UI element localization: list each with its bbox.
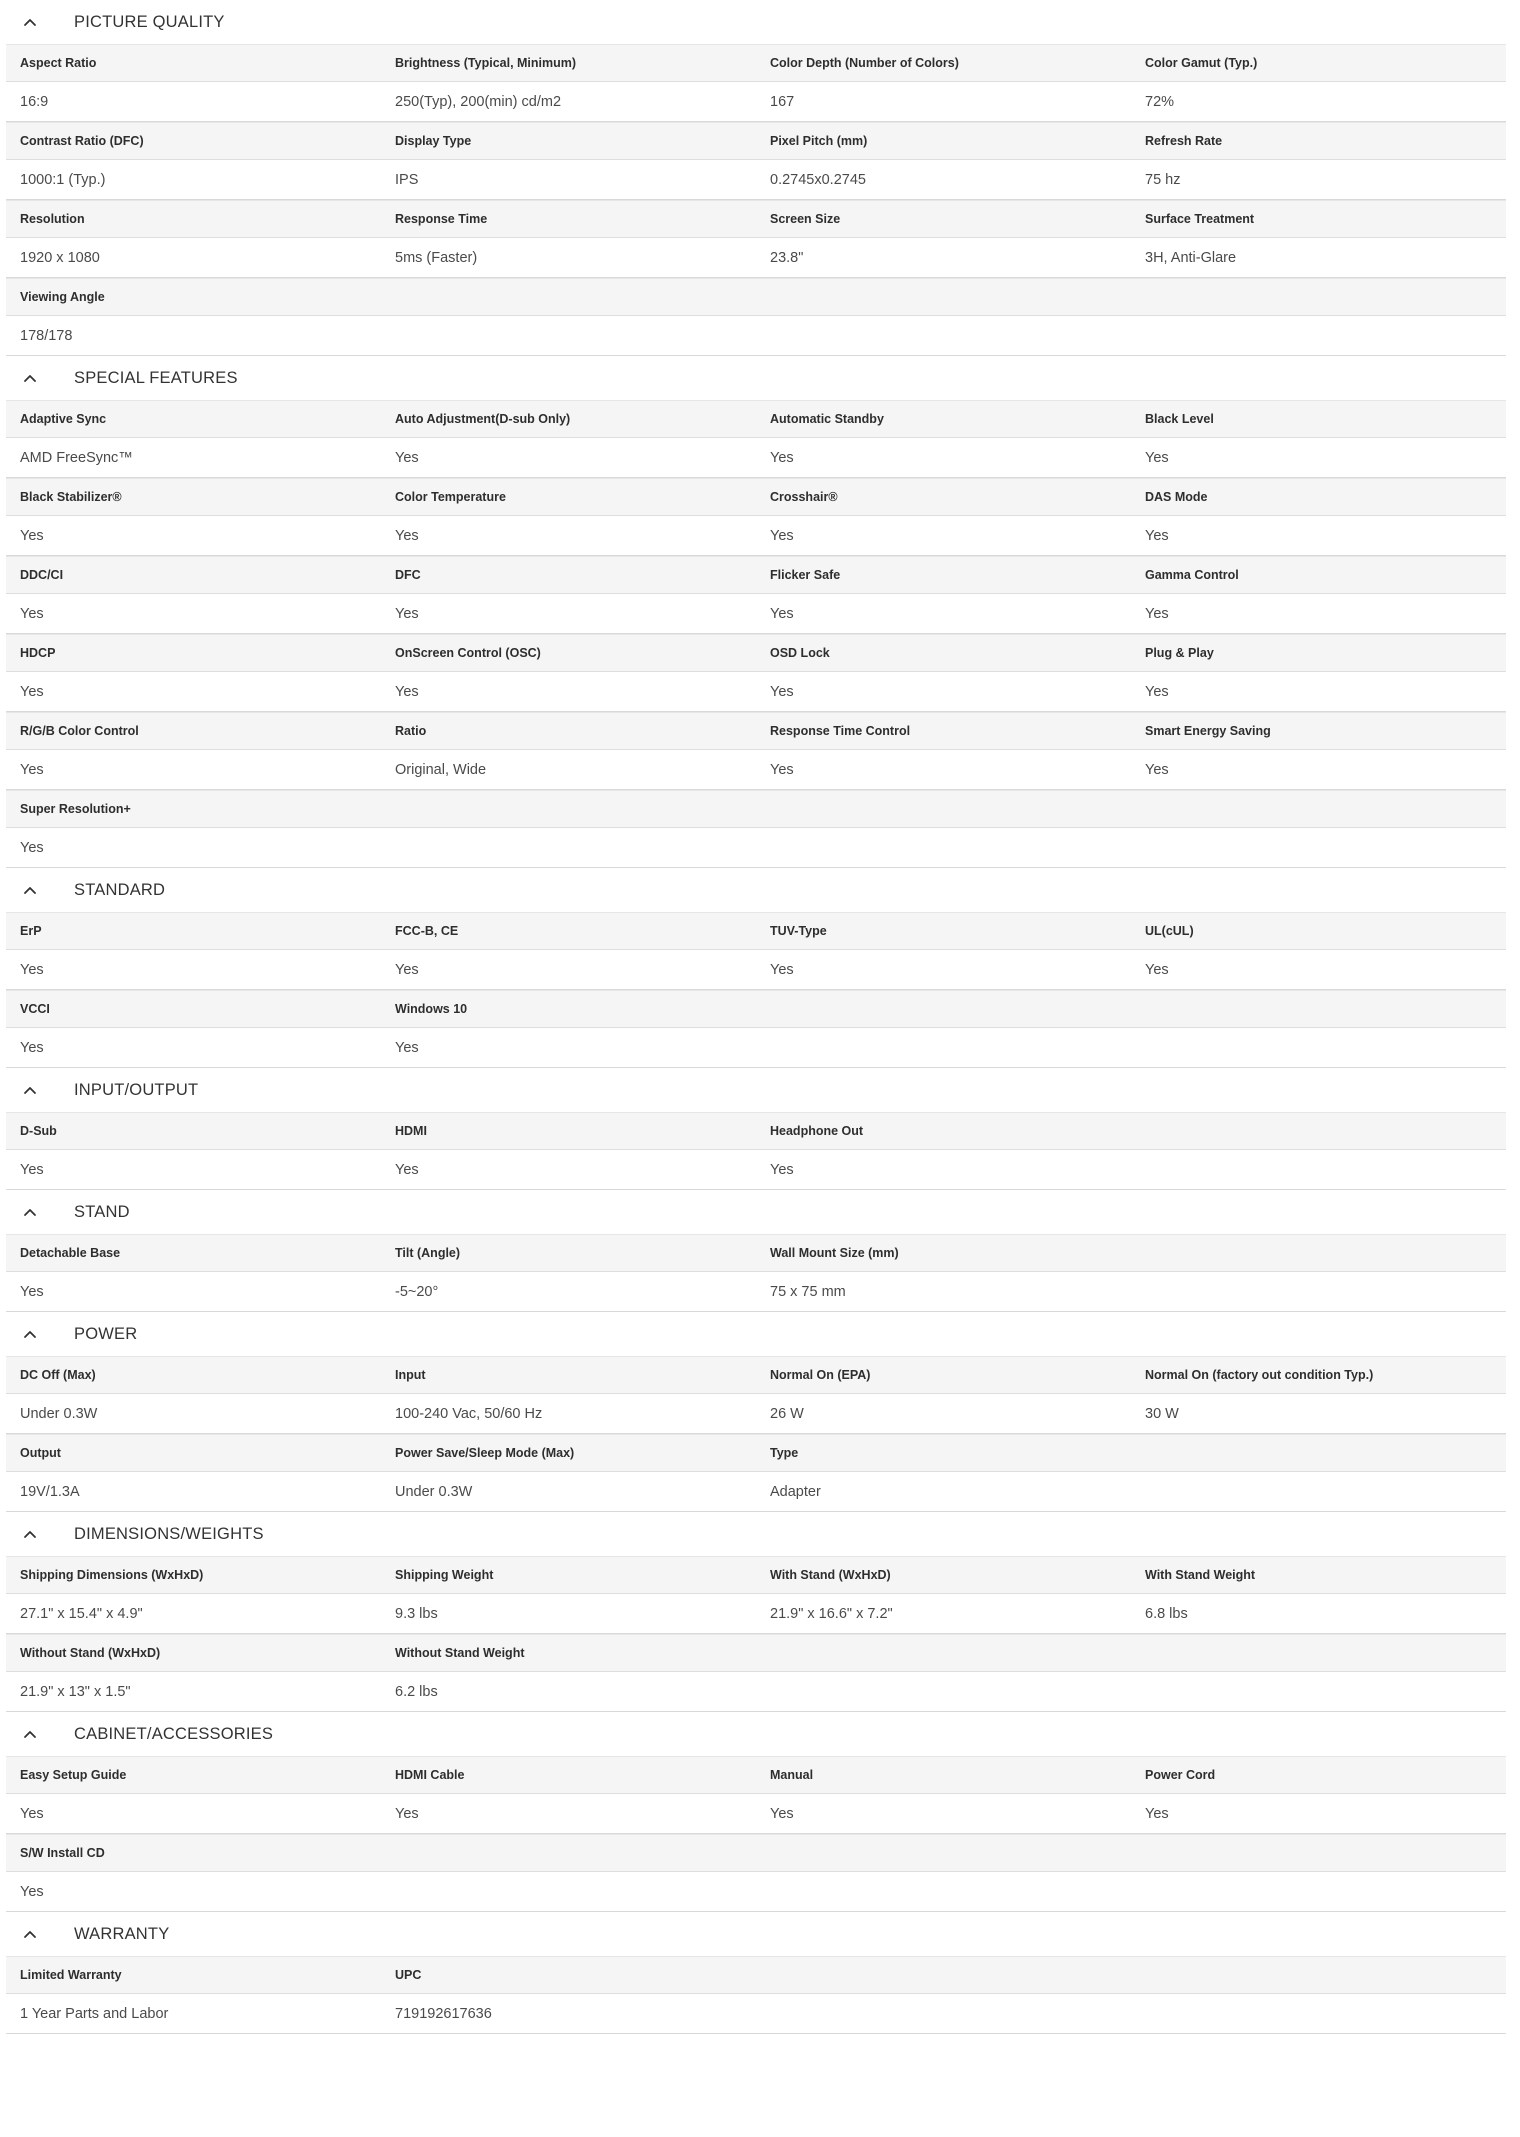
spec-value: Under 0.3W [20,1405,98,1422]
spec-label-row [6,1356,1506,1394]
spec-label-row [6,200,1506,238]
spec-label: Super Resolution+ [20,802,131,816]
spec-label: OnScreen Control (OSC) [395,646,541,660]
spec-label: Input [395,1368,426,1382]
spec-value: 75 x 75 mm [770,1283,846,1300]
spec-label: Detachable Base [20,1246,121,1260]
spec-label: Color Temperature [395,490,506,504]
spec-value: Yes [770,683,794,700]
spec-value: Yes [1145,449,1169,466]
spec-label: HDCP [20,646,56,660]
spec-value: Yes [1145,1805,1169,1822]
spec-label-row [6,278,1506,316]
spec-label-row [6,122,1506,160]
spec-value: 3H, Anti-Glare [1145,249,1237,266]
spec-value: 72% [1145,93,1175,110]
spec-label: Adaptive Sync [20,412,107,426]
spec-value: Yes [20,1161,44,1178]
section-header-input-output[interactable] [6,1068,1506,1112]
spec-value-row [6,516,1506,556]
spec-label: With Stand Weight [1145,1568,1256,1582]
spec-label-row [6,44,1506,82]
spec-label: Flicker Safe [770,568,841,582]
spec-section-power [6,1312,1506,1512]
spec-label-row [6,1434,1506,1472]
spec-value: 0.2745x0.2745 [770,171,866,188]
spec-label: Output [20,1446,61,1460]
spec-label-row [6,400,1506,438]
spec-label: UL(cUL) [1145,924,1194,938]
spec-value: 75 hz [1145,171,1181,188]
spec-label-row [6,912,1506,950]
spec-label: Viewing Angle [20,290,105,304]
section-header-special-features[interactable] [6,356,1506,400]
spec-value: 5ms (Faster) [395,249,478,266]
spec-value: Yes [1145,761,1169,778]
spec-value: Yes [395,683,419,700]
spec-label: R/G/B Color Control [20,724,139,738]
spec-label-row [6,1634,1506,1672]
spec-label: DDC/CI [20,568,64,582]
section-header-power[interactable] [6,1312,1506,1356]
spec-value: Adapter [770,1483,821,1500]
spec-value-row [6,1872,1506,1912]
spec-value: 23.8" [770,249,804,266]
spec-section-standard [6,868,1506,1068]
chevron-up-icon[interactable] [22,14,38,30]
spec-label: Gamma Control [1145,568,1239,582]
spec-section-stand [6,1190,1506,1312]
spec-label-row [6,1834,1506,1872]
section-title: POWER [74,1324,138,1343]
spec-value: Yes [770,1161,794,1178]
spec-value-row [6,1472,1506,1512]
spec-value: Yes [395,1805,419,1822]
spec-value: Yes [20,761,44,778]
section-header-stand[interactable] [6,1190,1506,1234]
spec-value: Yes [1145,961,1169,978]
spec-value-row [6,160,1506,200]
spec-label-row [6,712,1506,750]
spec-label: VCCI [20,1002,50,1016]
spec-value: 21.9" x 16.6" x 7.2" [770,1605,893,1622]
spec-label-row [6,790,1506,828]
spec-value: Yes [770,527,794,544]
spec-value: Under 0.3W [395,1483,473,1500]
chevron-up-icon[interactable] [22,1204,38,1220]
spec-value: Yes [20,961,44,978]
spec-label: Smart Energy Saving [1145,724,1271,738]
spec-label: Easy Setup Guide [20,1768,127,1782]
spec-label: Black Stabilizer® [20,490,122,504]
spec-section-special-features [6,356,1506,868]
spec-value: Yes [395,605,419,622]
spec-value-row [6,316,1506,356]
spec-value: 19V/1.3A [20,1483,80,1500]
spec-value: Yes [395,449,419,466]
spec-label: Response Time [395,212,488,226]
chevron-up-icon[interactable] [22,1326,38,1342]
chevron-up-icon[interactable] [22,1526,38,1542]
spec-label: Aspect Ratio [20,56,97,70]
spec-label: Tilt (Angle) [395,1246,461,1260]
spec-value: Yes [395,961,419,978]
spec-label: Power Save/Sleep Mode (Max) [395,1446,575,1460]
spec-label: Screen Size [770,212,841,226]
spec-value-row [6,950,1506,990]
spec-value-row [6,672,1506,712]
section-title: DIMENSIONS/WEIGHTS [74,1524,264,1543]
spec-label: DAS Mode [1145,490,1208,504]
spec-label: Refresh Rate [1145,134,1223,148]
spec-label-row [6,1956,1506,1994]
spec-label: UPC [395,1968,422,1982]
section-title: INPUT/OUTPUT [74,1080,199,1099]
section-header-standard[interactable] [6,868,1506,912]
spec-value-row [6,1794,1506,1834]
spec-label: HDMI Cable [395,1768,465,1782]
spec-label-row [6,1756,1506,1794]
spec-label: Windows 10 [395,1002,468,1016]
spec-label: Auto Adjustment(D-sub Only) [395,412,571,426]
spec-value-row [6,750,1506,790]
spec-value-row [6,1150,1506,1190]
spec-label: HDMI [395,1124,427,1138]
spec-label: Wall Mount Size (mm) [770,1246,899,1260]
spec-label: Automatic Standby [770,412,884,426]
spec-label: Type [770,1446,799,1460]
spec-label: Headphone Out [770,1124,864,1138]
spec-value: 1920 x 1080 [20,249,100,266]
spec-value-row [6,1994,1506,2034]
spec-label: Normal On (EPA) [770,1368,871,1382]
spec-label: Black Level [1145,412,1214,426]
spec-value-row [6,1272,1506,1312]
spec-label: Pixel Pitch (mm) [770,134,868,148]
spec-value-row [6,1394,1506,1434]
spec-value: 6.8 lbs [1145,1605,1188,1622]
spec-label-row [6,1556,1506,1594]
spec-value: 719192617636 [395,2005,492,2022]
spec-value: 167 [770,93,795,110]
spec-label: Shipping Weight [395,1568,494,1582]
spec-value: 6.2 lbs [395,1683,438,1700]
spec-value: Yes [770,1805,794,1822]
spec-label: FCC-B, CE [395,924,459,938]
section-title: WARRANTY [74,1924,170,1943]
spec-value: IPS [395,171,419,188]
spec-value-row [6,1028,1506,1068]
spec-label: DFC [395,568,421,582]
spec-value: Yes [20,1883,44,1900]
spec-value: 1000:1 (Typ.) [20,171,106,188]
spec-value: 100-240 Vac, 50/60 Hz [395,1405,543,1422]
spec-label: Surface Treatment [1145,212,1255,226]
spec-value: Yes [770,961,794,978]
spec-label: Brightness (Typical, Minimum) [395,56,577,70]
spec-value-row [6,1594,1506,1634]
spec-label: Without Stand (WxHxD) [20,1646,161,1660]
spec-section-cabinet-accessories [6,1712,1506,1912]
spec-value: 1 Year Parts and Labor [20,2005,169,2022]
spec-label-row [6,1112,1506,1150]
spec-section-input-output [6,1068,1506,1190]
spec-value: -5~20° [395,1283,439,1300]
spec-value: Yes [1145,683,1169,700]
spec-value: Yes [1145,527,1169,544]
spec-value: 16:9 [20,93,49,110]
spec-label: Color Gamut (Typ.) [1145,56,1258,70]
spec-value: 178/178 [20,327,73,344]
section-title: STANDARD [74,880,166,899]
spec-label: S/W Install CD [20,1846,105,1860]
spec-value-row [6,1672,1506,1712]
spec-label-row [6,1234,1506,1272]
spec-value-row [6,828,1506,868]
spec-sections [6,0,1506,2034]
chevron-up-icon[interactable] [22,1926,38,1942]
spec-value: Yes [20,839,44,856]
spec-label: Contrast Ratio (DFC) [20,134,144,148]
spec-value: Yes [20,683,44,700]
spec-value: 250(Typ), 200(min) cd/m2 [395,93,562,110]
section-title: CABINET/ACCESSORIES [74,1724,274,1743]
spec-label: Without Stand Weight [395,1646,525,1660]
chevron-up-icon[interactable] [22,1082,38,1098]
spec-label: DC Off (Max) [20,1368,96,1382]
spec-value: Yes [395,1039,419,1056]
spec-value-row [6,82,1506,122]
spec-value: Yes [395,1161,419,1178]
spec-value: Yes [20,1039,44,1056]
chevron-up-icon[interactable] [22,370,38,386]
spec-label: Response Time Control [770,724,911,738]
spec-label: TUV-Type [770,924,827,938]
spec-value: Yes [20,1805,44,1822]
spec-section-picture-quality [6,0,1506,356]
spec-label: Manual [770,1768,814,1782]
spec-value: 9.3 lbs [395,1605,438,1622]
section-header-warranty[interactable] [6,1912,1506,1956]
spec-value: Yes [770,449,794,466]
section-header-picture-quality[interactable] [6,0,1506,44]
spec-section-warranty [6,1912,1506,2034]
spec-value: Yes [20,527,44,544]
spec-value: Yes [770,605,794,622]
spec-label-row [6,634,1506,672]
spec-label: Crosshair® [770,490,838,504]
spec-label: Plug & Play [1145,646,1214,660]
spec-value: 21.9" x 13" x 1.5" [20,1683,131,1700]
spec-label: Resolution [20,212,85,226]
spec-label: Display Type [395,134,472,148]
spec-value: 27.1" x 15.4" x 4.9" [20,1605,143,1622]
spec-value: 26 W [770,1405,804,1422]
spec-value: Yes [20,1283,44,1300]
spec-value-row [6,438,1506,478]
spec-value-row [6,594,1506,634]
spec-value: Yes [20,605,44,622]
spec-label: Shipping Dimensions (WxHxD) [20,1568,204,1582]
section-title: SPECIAL FEATURES [74,368,238,387]
spec-label: ErP [20,924,42,938]
spec-label-row [6,990,1506,1028]
spec-value: Yes [395,527,419,544]
section-header-cabinet-accessories[interactable] [6,1712,1506,1756]
spec-value: Yes [1145,605,1169,622]
chevron-up-icon[interactable] [22,882,38,898]
spec-label-row [6,478,1506,516]
chevron-up-icon[interactable] [22,1726,38,1742]
section-title: PICTURE QUALITY [74,12,225,31]
spec-label: Power Cord [1145,1768,1216,1782]
spec-value-row [6,238,1506,278]
section-header-dimensions-weights[interactable] [6,1512,1506,1556]
spec-label: OSD Lock [770,646,830,660]
spec-label: With Stand (WxHxD) [770,1568,891,1582]
spec-label: Limited Warranty [20,1968,122,1982]
spec-label: Color Depth (Number of Colors) [770,56,959,70]
spec-value: 30 W [1145,1405,1179,1422]
spec-section-dimensions-weights [6,1512,1506,1712]
spec-label: Normal On (factory out condition Typ.) [1145,1368,1374,1382]
spec-value: AMD FreeSync™ [20,449,133,466]
section-title: STAND [74,1202,130,1221]
spec-label-row [6,556,1506,594]
spec-value: Original, Wide [395,761,487,778]
spec-label: Ratio [395,724,427,738]
spec-label: D-Sub [20,1124,57,1138]
spec-value: Yes [770,761,794,778]
